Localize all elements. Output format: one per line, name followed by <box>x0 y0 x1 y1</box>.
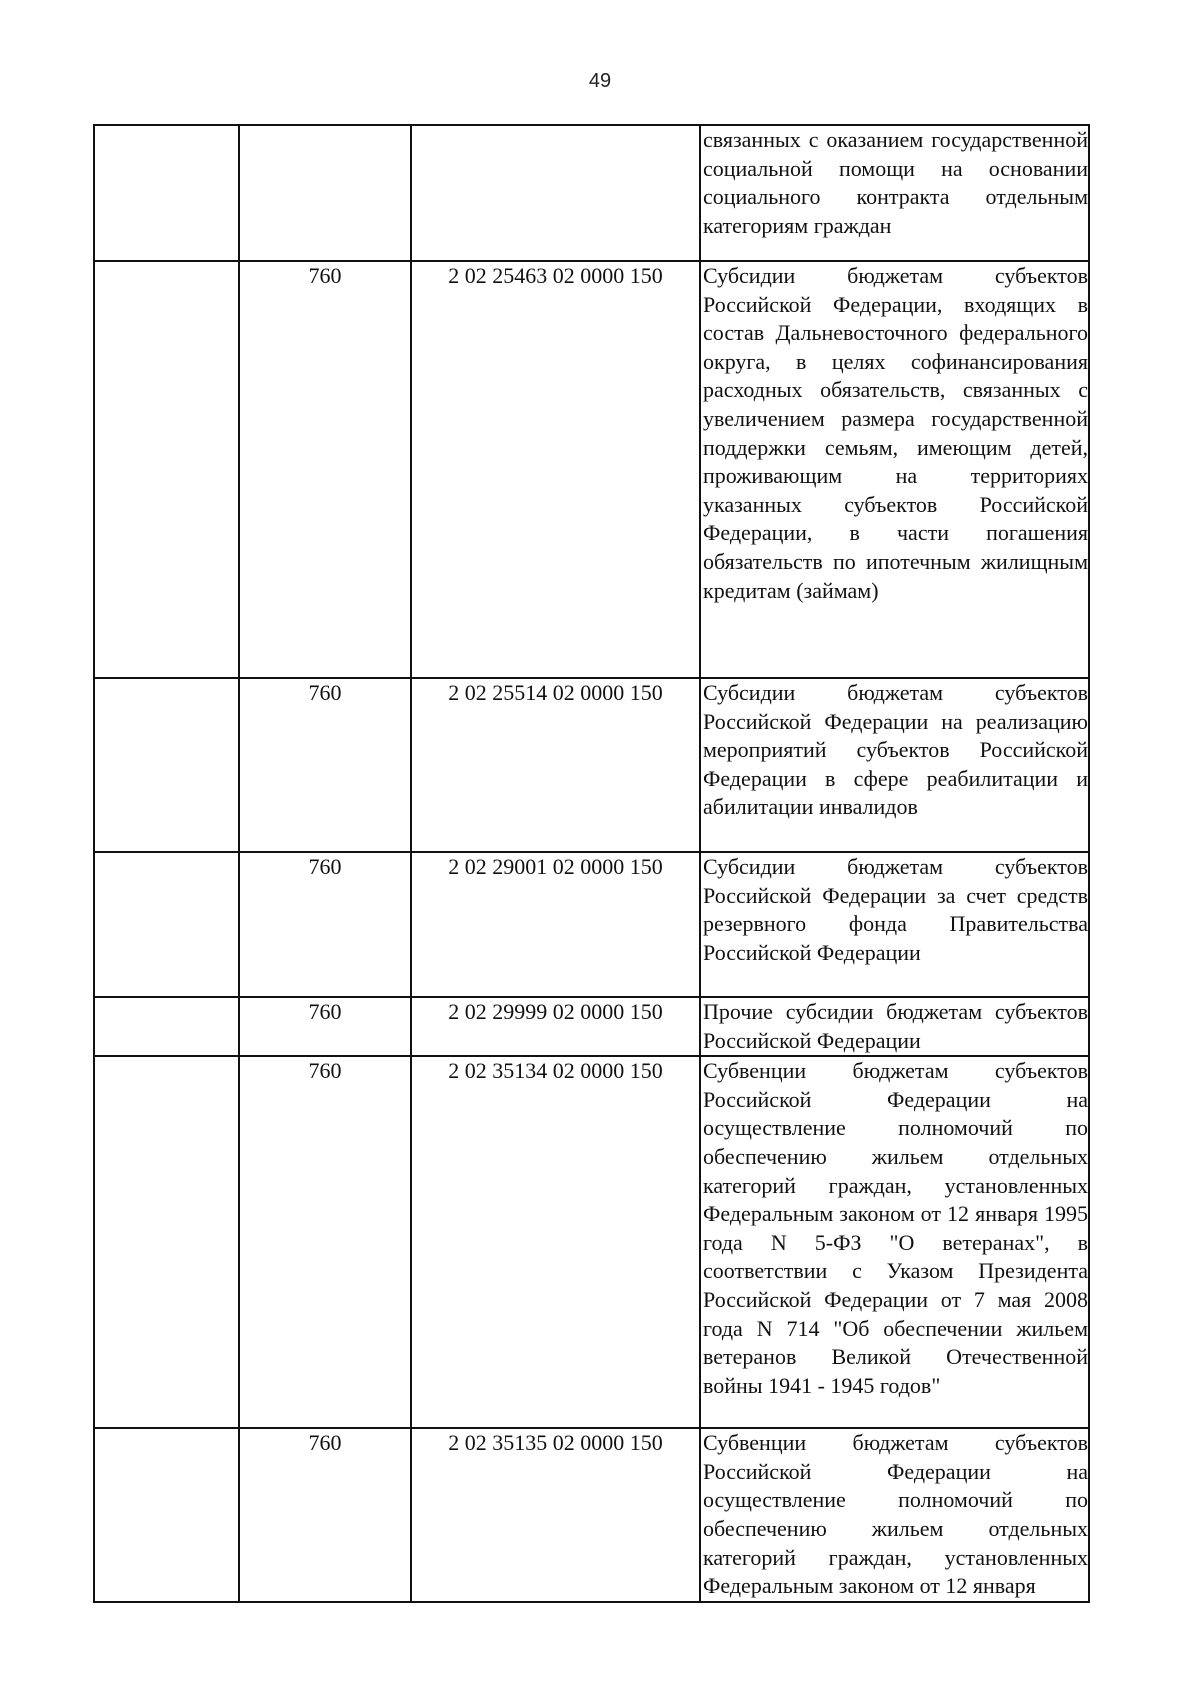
admin-code-cell: 760 <box>239 678 411 852</box>
admin-code-cell <box>239 125 411 261</box>
row-number-cell <box>94 1056 239 1428</box>
kbk-code-cell: 2 02 29999 02 0000 150 <box>411 997 700 1056</box>
row-number-cell <box>94 125 239 261</box>
kbk-code-cell: 2 02 35135 02 0000 150 <box>411 1428 700 1602</box>
description-cell <box>700 1056 1089 1428</box>
description-text: Субсидии бюджетам субъектов Российской Федерации на реализацию мероприятий субъектов Российской Федерации в сфере реабилитации и абилитации инвалидов <box>703 680 1088 820</box>
row-number-cell <box>94 678 239 852</box>
kbk-code-cell: 2 02 25514 02 0000 150 <box>411 678 700 852</box>
description-cell <box>700 678 1089 852</box>
kbk-code-cell: 2 02 25463 02 0000 150 <box>411 261 700 678</box>
description-text: Субсидии бюджетам субъектов Российской Федерации за счет средств резервного фонда Правительства Российской Федерации <box>703 854 1088 965</box>
table-row <box>94 261 1089 678</box>
description-text: Прочие субсидии бюджетам субъектов Российской Федерации <box>703 999 1088 1053</box>
admin-code-cell: 760 <box>239 997 411 1056</box>
kbk-code-cell: 2 02 29001 02 0000 150 <box>411 852 700 997</box>
page-number: 49 <box>588 70 612 92</box>
budget-revenue-table <box>93 124 1090 1603</box>
admin-code-cell: 760 <box>239 261 411 678</box>
kbk-code-cell <box>411 125 700 261</box>
table-row <box>94 125 1089 261</box>
description-text: Субсидии бюджетам субъектов Российской Федерации, входящих в состав Дальневосточного федерального округа, в целях софинансирования расходных обязательств, связанных с увеличением размера государственной поддержки семьям, имеющим детей, проживающим на территориях указанных субъектов Российской Федерации, в части погашения обязательств по ипотечным жилищным кредитам (займам) <box>703 263 1088 603</box>
table-row <box>94 1056 1089 1428</box>
kbk-code-cell: 2 02 35134 02 0000 150 <box>411 1056 700 1428</box>
description-cell <box>700 852 1089 997</box>
description-cell <box>700 125 1089 261</box>
table-row <box>94 997 1089 1056</box>
admin-code-cell: 760 <box>239 1056 411 1428</box>
admin-code-cell: 760 <box>239 1428 411 1602</box>
description-cell <box>700 261 1089 678</box>
description-cell <box>700 997 1089 1056</box>
description-cell <box>700 1428 1089 1602</box>
description-text: связанных с оказанием государственной социальной помощи на основании социального контракта отдельным категориям граждан <box>703 127 1088 238</box>
table-row <box>94 852 1089 997</box>
admin-code-cell: 760 <box>239 852 411 997</box>
description-text: Субвенции бюджетам субъектов Российской Федерации на осуществление полномочий по обеспечению жильем отдельных категорий граждан, установленных Федеральным законом от 12 января <box>703 1430 1088 1599</box>
row-number-cell <box>94 1428 239 1602</box>
row-number-cell <box>94 261 239 678</box>
description-text: Субвенции бюджетам субъектов Российской Федерации на осуществление полномочий по обеспечению жильем отдельных категорий граждан, установленных Федеральным законом от 12 января 1995 года N 5-ФЗ "О ветеранах", в соответствии с Указом Президента Российской Федерации от 7 мая 2008 года N 714 "Об обеспечении жильем ветеранов Великой Отечественной войны 1941 - 1945 годов" <box>703 1058 1088 1398</box>
row-number-cell <box>94 997 239 1056</box>
table-row <box>94 678 1089 852</box>
table-row <box>94 1428 1089 1602</box>
row-number-cell <box>94 852 239 997</box>
